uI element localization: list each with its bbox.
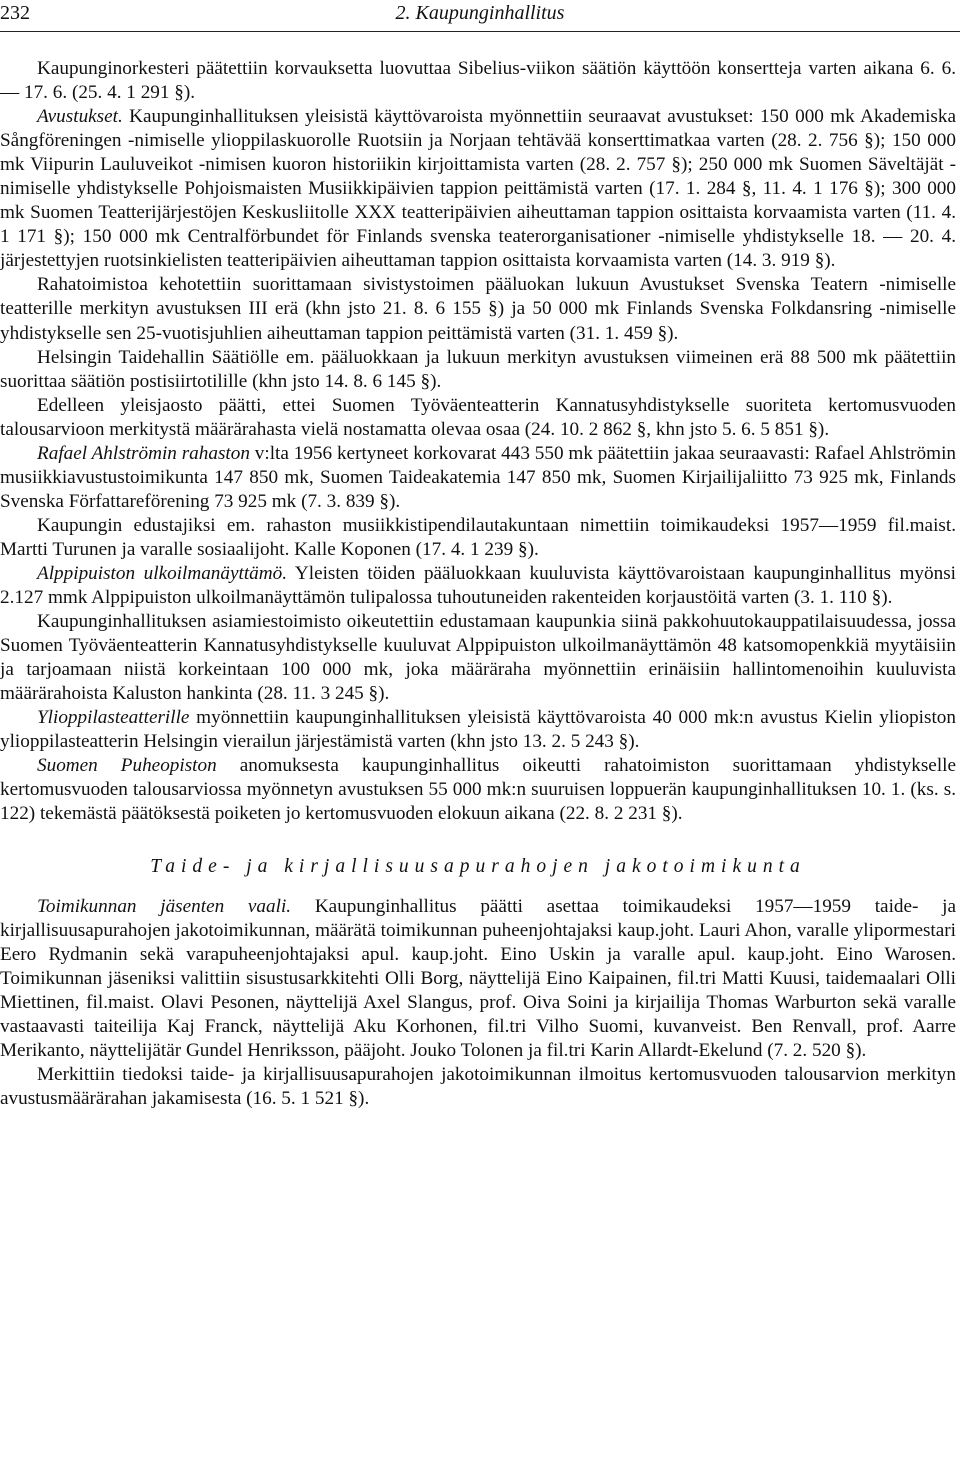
paragraph-text: Edelleen yleisjaosto päätti, ettei Suomen Työväenteatterin Kannatusyhdistykselle suoriteta kertomusvuoden talousarvioon merkitystä määrärahasta vielä nostamatta olevaa osaa (24. 10. 2 862 §, khn jsto 5. 6. 5 851 §). — [0, 394, 956, 440]
paragraph-workers-theatre — [0, 394, 956, 442]
paragraph-lead: Avustukset. — [37, 106, 123, 128]
paragraph-text: Yleisten töiden pääluokkaan kuuluvista käyttövaroistaan kaupunginhallitus myönsi 2.127 mmk Alppipuiston ulkoilmanäyttämön tulipalossa tuhoutuneiden rakenteiden korjaustöitä varten (3. 1. 110 §). — [0, 562, 956, 609]
paragraph-finance-office — [0, 273, 956, 345]
paragraph-committee-election — [0, 895, 956, 1063]
paragraph-speech-institute — [0, 754, 956, 826]
paragraph-committee-notice — [0, 1063, 956, 1111]
paragraph-lead: Toimikunnan jäsenten vaali. — [37, 895, 292, 917]
paragraph-text: v:lta 1956 kertyneet korkovarat 443 550 mk päätettiin jakaa seuraavasti: Rafael Ahlströmin musiikkiavustustoimikunta 147 850 mk, Suomen Taideakatemia 147 850 mk, Suomen Kirjailijaliitto 73 925 mk, Finlands Svenska Författareförening 73 925 mk (7. 3. 839 §). — [0, 442, 956, 512]
paragraph-ahlstrom-fund — [0, 442, 956, 514]
paragraph-legal-office — [0, 610, 956, 706]
section-heading: Taide- ja kirjallisuusapurahojen jakotoimikunta — [150, 855, 806, 877]
paragraph-text: Helsingin Taidehallin Säätiölle em. pääluokkaan ja lukuun merkityn avustuksen viimeinen erä 88 500 mk päätettiin suorittaa säätiön postisiirtotilille (khn jsto 14. 8. 6 145 §). — [0, 346, 956, 392]
page-header — [0, 0, 960, 36]
paragraph-text: Kaupunginhallitus päätti asettaa toimikaudeksi 1957—1959 taide- ja kirjallisuusapurahojen jakotoimikunnan, määrätä toimikunnan puheenjohtajaksi kaup.joht. Lauri Ahon, varalle ylipormestari Eero Rydmanin sekä varapuheenjohtajaksi apul. kaup.joht. Eino Uskin ja varalle apul. kaup.joht. Eino Warosen. Toimikunnan jäseniksi valittiin sisustusarkkitehti Olli Borg, näyttelijä Eino Kaipainen, fil.tri Matti Kuusi, taidemaalari Olli Miettinen, fil.maist. Olavi Pesonen, näyttelijä Axel Slangus, prof. Oiva Soini ja kirjailija Thomas Warburton sekä varalle vastaavasti taiteilija Kaj Franck, näyttelijä Aku Korhonen, fil.tri Vilho Suomi, kuvanveist. Ben Renvall, prof. Aarre Merikanto, näyttelijätär Gundel Henriksson, pääjoht. Jouko Tolonen ja fil.tri Karin Allardt-Ekelund (7. 2. 520 §). — [0, 895, 956, 1061]
paragraph-city-representatives — [0, 514, 956, 562]
page-number: 232 — [0, 2, 30, 24]
paragraph-lead: Alppipuiston ulkoilmanäyttämö. — [37, 562, 288, 584]
page-body — [0, 57, 956, 1111]
paragraph-text: Rahatoimistoa kehotettiin suorittamaan sivistystoimen pääluokan lukuun Avustukset Svenska Teatern -nimiselle teatterille merkityn avustuksen III erä (khn jsto 21. 8. 6 155 §) ja 50 000 mk Finlands Svenska Folkdansring -nimiselle yhdistykselle sen 25-vuotisjuhlien aiheuttaman tappion peittämistä varten (31. 1. 459 §). — [0, 274, 956, 344]
paragraph-text: Kaupunginhallituksen asiamiestoimisto oikeutettiin edustamaan kaupunkia siinä pakkohuutokauppatilaisuudessa, jossa Suomen Työväenteatterin Kannatusyhdistykselle kuuluvat Alppipuiston ulkoilmanäyttämön 48 katsomopenkkiä myytäisiin ja tarjoamaan niistä korkeintaan 100 000 mk, joka määräraha myönnettiin erinäisiin hallintomenoihin kuuluvista määrärahoista Kaluston hankinta (28. 11. 3 245 §). — [0, 611, 956, 705]
paragraph-grants — [0, 105, 956, 273]
paragraph-alppipuisto-stage — [0, 562, 956, 610]
running-title: 2. Kaupunginhallitus — [395, 2, 565, 24]
paragraph-text: Kaupungin edustajiksi em. rahaston musiikkistipendilautakuntaan nimettiin toimikaudeksi 1957—1959 fil.maist. Martti Turunen ja varalle sosiaalijoht. Kalle Koponen (17. 4. 1 239 §). — [0, 514, 956, 560]
paragraph-lead: Rafael Ahlströmin rahaston — [37, 442, 250, 464]
paragraph-text: anomuksesta kaupunginhallitus oikeutti rahatoimiston suorittamaan yhdistykselle kertomusvuoden talousarviossa myönnetyn avustuksen 55 000 mk:n suuruisen loppuerän kaupunginhallituksen 10. 1. (ks. s. 122) tekemästä päätöksestä poiketen jo kertomusvuoden elokuun aikana (22. 8. 2 231 §). — [0, 755, 957, 825]
paragraph-text: Merkittiin tiedoksi taide- ja kirjallisuusapurahojen jakotoimikunnan ilmoitus kertomusvuoden talousarvion merkityn avustusmäärärahan jakamisesta (16. 5. 1 521 §). — [0, 1063, 956, 1109]
paragraph-text: myönnettiin kaupunginhallituksen yleisistä käyttövaroista 40 000 mk:n avustus Kielin yliopiston ylioppilasteatterin Helsingin vierailun järjestämistä varten (khn jsto 13. 2. 5 243 §). — [0, 707, 956, 753]
paragraph-text: Kaupunginorkesteri päätettiin korvauksetta luovuttaa Sibelius-viikon säätiön käyttöön konsertteja varten aikana 6. 6. — 17. 6. (25. 4. 1 291 §). — [0, 58, 956, 104]
paragraph-lead: Ylioppilasteatterille — [37, 707, 190, 729]
header-rule — [0, 31, 960, 32]
paragraph-text: Kaupunginhallituksen yleisistä käyttövaroista myönnettiin seuraavat avustukset: 150 000 mk Akademiska Sångföreningen -nimiselle ylioppilaskuorolle Ruotsiin ja Norjaan tehtävää konserttimatkaa varten (28. 2. 756 §); 150 000 mk Viipurin Lauluveikot -nimisen kuoron historiikin kirjoittamista varten (28. 2. 757 §); 250 000 mk Suomen Säveltäjät -nimiselle yhdistykselle Pohjoismaisten Musiikkipäivien tappion peittämistä varten (17. 1. 284 §, 11. 4. 1 176 §); 300 000 mk Suomen Teatterijärjestöjen Keskusliitolle XXX teatteripäivien aiheuttaman tappion osittaista korvaamista varten (11. 4. 1 171 §); 150 000 mk Centralförbundet för Finlands svenska teaterorganisationer -nimiselle yhdistykselle 18. — 20. 4. järjestettyjen ruotsinkielisten teatteripäivien aiheuttaman tappion osittaista korvaamista varten (14. 3. 919 §). — [0, 106, 956, 272]
paragraph-orchestra — [0, 57, 956, 105]
paragraph-lead: Suomen Puheopiston — [37, 755, 217, 777]
paragraph-student-theatre — [0, 706, 956, 754]
paragraph-art-hall — [0, 346, 956, 394]
